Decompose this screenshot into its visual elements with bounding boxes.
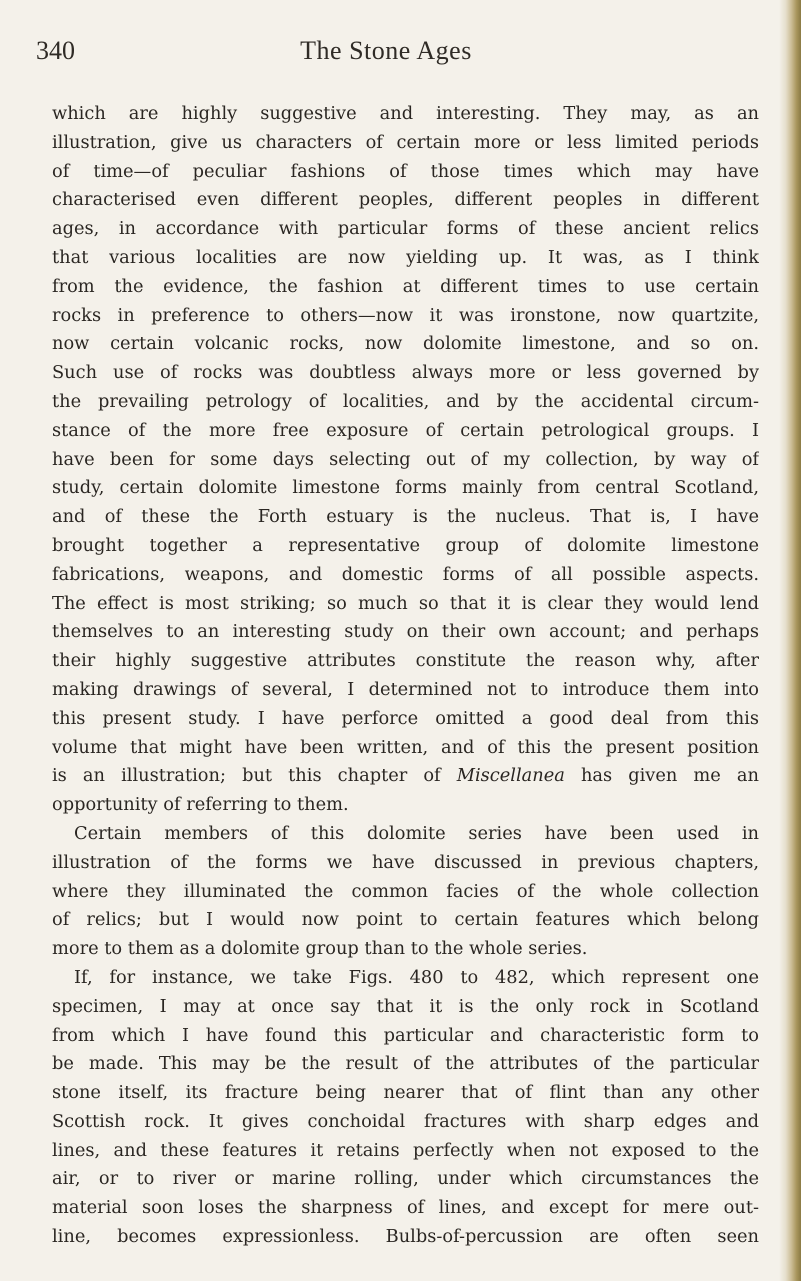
italic-title: Miscellanea bbox=[456, 765, 565, 787]
page-edge-shadow bbox=[779, 0, 801, 1281]
text-line: from which I have found this particular and characteristic form to bbox=[52, 1024, 759, 1046]
text-line: this present study. I have perforce omitted a good deal from this bbox=[52, 707, 759, 729]
text-line: stone itself, its fracture being nearer that of flint than any other bbox=[52, 1082, 759, 1104]
text-line: Scottish rock. It gives conchoidal fractures with sharp edges and bbox=[52, 1110, 759, 1132]
text-line: is an illustration; but this chapter of Miscellanea has given me an bbox=[52, 765, 759, 787]
text-line: from the evidence, the fashion at different times to use certain bbox=[52, 275, 759, 297]
page-number: 340 bbox=[36, 36, 75, 65]
running-head: The Stone Ages bbox=[300, 36, 472, 65]
text-line: fabrications, weapons, and domestic forms of all possible aspects. bbox=[52, 563, 759, 585]
text-line: study, certain dolomite limestone forms mainly from central Scotland, bbox=[52, 477, 759, 499]
text-line: brought together a representative group of dolomite limestone bbox=[52, 534, 759, 556]
text-line: material soon loses the sharpness of lines, and except for mere out- bbox=[52, 1197, 759, 1219]
text-line: which are highly suggestive and interesting. They may, as an bbox=[52, 103, 759, 124]
text-line: line, becomes expressionless. Bulbs-of-percussion are often seen bbox=[52, 1226, 759, 1248]
paragraph-end-line: more to them as a dolomite group than to the whole series. bbox=[52, 938, 588, 960]
text-line: ages, in accordance with particular forms of these ancient relics bbox=[52, 218, 759, 240]
text-line: of relics; but I would now point to certain features which belong bbox=[52, 909, 759, 931]
text-line: themselves to an interesting study on their own account; and perhaps bbox=[52, 621, 759, 643]
text-line: that various localities are now yielding up. It was, as I think bbox=[52, 246, 759, 268]
text-line: where they illuminated the common facies of the whole collection bbox=[52, 880, 759, 902]
text-line: characterised even different peoples, different peoples in different bbox=[52, 189, 759, 211]
paragraph-start-line: If, for instance, we take Figs. 480 to 482, which represent one bbox=[74, 966, 759, 988]
text-line: the prevailing petrology of localities, and by the accidental circum- bbox=[52, 390, 759, 412]
text-line: their highly suggestive attributes constitute the reason why, after bbox=[52, 650, 759, 672]
text-line: making drawings of several, I determined not to introduce them into bbox=[52, 678, 759, 700]
text-line: be made. This may be the result of the attributes of the particular bbox=[52, 1053, 759, 1075]
text-line: volume that might have been written, and of this the present position bbox=[52, 736, 759, 758]
text-line: and of these the Forth estuary is the nucleus. That is, I have bbox=[52, 506, 759, 528]
text-line: of time—of peculiar fashions of those times which may have bbox=[52, 160, 759, 182]
text-line: The effect is most striking; so much so that it is clear they would lend bbox=[52, 592, 759, 614]
text-line: illustration of the forms we have discussed in previous chapters, bbox=[52, 851, 759, 873]
text-line: rocks in preference to others—now it was ironstone, now quartzite, bbox=[52, 304, 759, 326]
text-line: lines, and these features it retains perfectly when not exposed to the bbox=[52, 1139, 759, 1161]
text-line: stance of the more free exposure of certain petrological groups. I bbox=[52, 419, 759, 441]
text-line: now certain volcanic rocks, now dolomite limestone, and so on. bbox=[52, 333, 759, 355]
paragraph-start-line: Certain members of this dolomite series have been used in bbox=[74, 822, 759, 844]
text-line: have been for some days selecting out of my collection, by way of bbox=[52, 448, 759, 470]
body-text bbox=[52, 100, 759, 1252]
text-line: specimen, I may at once say that it is the only rock in Scotland bbox=[52, 995, 759, 1017]
text-line: illustration, give us characters of certain more or less limited periods bbox=[52, 131, 759, 153]
text-line: Such use of rocks was doubtless always more or less governed by bbox=[52, 362, 759, 384]
text-line: air, or to river or marine rolling, under which circumstances the bbox=[52, 1168, 759, 1190]
paragraph-end-line: opportunity of referring to them. bbox=[52, 794, 349, 816]
page-header bbox=[36, 36, 736, 76]
